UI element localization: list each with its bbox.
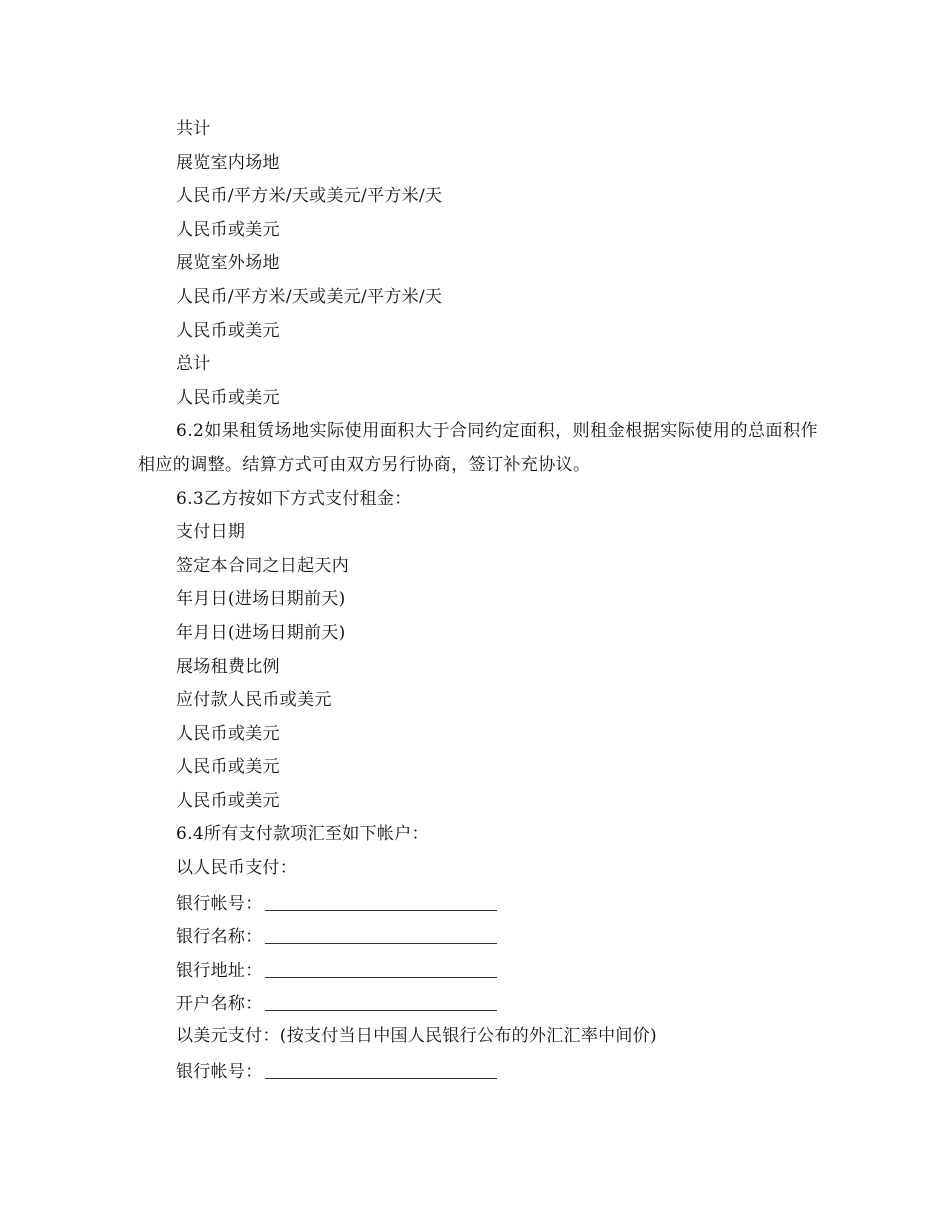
payment-line: 人民币或美元 bbox=[176, 790, 280, 811]
payment-line: 展场租费比例 bbox=[176, 656, 280, 677]
text-line: 人民币/平方米/天或美元/平方米/天 bbox=[176, 286, 443, 307]
bank-name-blank[interactable] bbox=[265, 921, 497, 944]
clause-6-4-heading: 6.4所有支付款项汇至如下帐户： bbox=[176, 824, 429, 845]
document-body bbox=[138, 113, 818, 1087]
clause-6-3-heading: 6.3乙方按如下方式支付租金： bbox=[176, 488, 412, 509]
bank-address-blank[interactable] bbox=[265, 955, 497, 978]
text-line: 展览室内场地 bbox=[176, 152, 280, 173]
payment-line: 年月日(进场日期前天) bbox=[176, 622, 346, 643]
rmb-account-holder-row bbox=[138, 986, 818, 1020]
account-holder-blank[interactable] bbox=[265, 988, 497, 1011]
field-label: 银行地址： bbox=[176, 960, 263, 981]
field-label: 银行帐号： bbox=[176, 1061, 263, 1082]
usd-payment-heading: 以美元支付：(按支付当日中国人民银行公布的外汇汇率中间价) bbox=[176, 1026, 657, 1047]
usd-bank-account-blank[interactable] bbox=[265, 1056, 497, 1079]
text-line: 人民币/平方米/天或美元/平方米/天 bbox=[176, 186, 443, 207]
usd-bank-account-row bbox=[138, 1054, 818, 1088]
payment-line: 支付日期 bbox=[176, 522, 246, 543]
text-line: 人民币或美元 bbox=[176, 219, 280, 240]
rmb-bank-name-row bbox=[138, 919, 818, 953]
text-line: 共计 bbox=[176, 119, 211, 139]
payment-line: 人民币或美元 bbox=[176, 757, 280, 778]
bank-account-blank[interactable] bbox=[265, 888, 497, 911]
rmb-payment-heading: 以人民币支付： bbox=[176, 858, 298, 879]
text-line: 人民币或美元 bbox=[176, 320, 280, 341]
text-line: 展览室外场地 bbox=[176, 253, 280, 274]
text-line: 人民币或美元 bbox=[176, 387, 280, 408]
payment-line: 签定本合同之日起天内 bbox=[176, 555, 349, 576]
field-label: 银行帐号： bbox=[176, 893, 263, 914]
field-label: 银行名称： bbox=[176, 927, 263, 948]
payment-line: 人民币或美元 bbox=[176, 723, 280, 744]
field-label: 开户名称： bbox=[176, 994, 263, 1015]
payment-line: 年月日(进场日期前天) bbox=[176, 589, 346, 610]
text-line: 总计 bbox=[176, 354, 211, 375]
payment-line: 应付款人民币或美元 bbox=[176, 690, 332, 711]
clause-6-2-paragraph: 6.2如果租赁场地实际使用面积大于合同约定面积，则租金根据实际使用的总面积作相应的调整。结算方式可由双方另行协商，签订补充协议。 bbox=[138, 421, 818, 475]
rmb-bank-account-row bbox=[138, 886, 818, 920]
rmb-bank-address-row bbox=[138, 953, 818, 987]
